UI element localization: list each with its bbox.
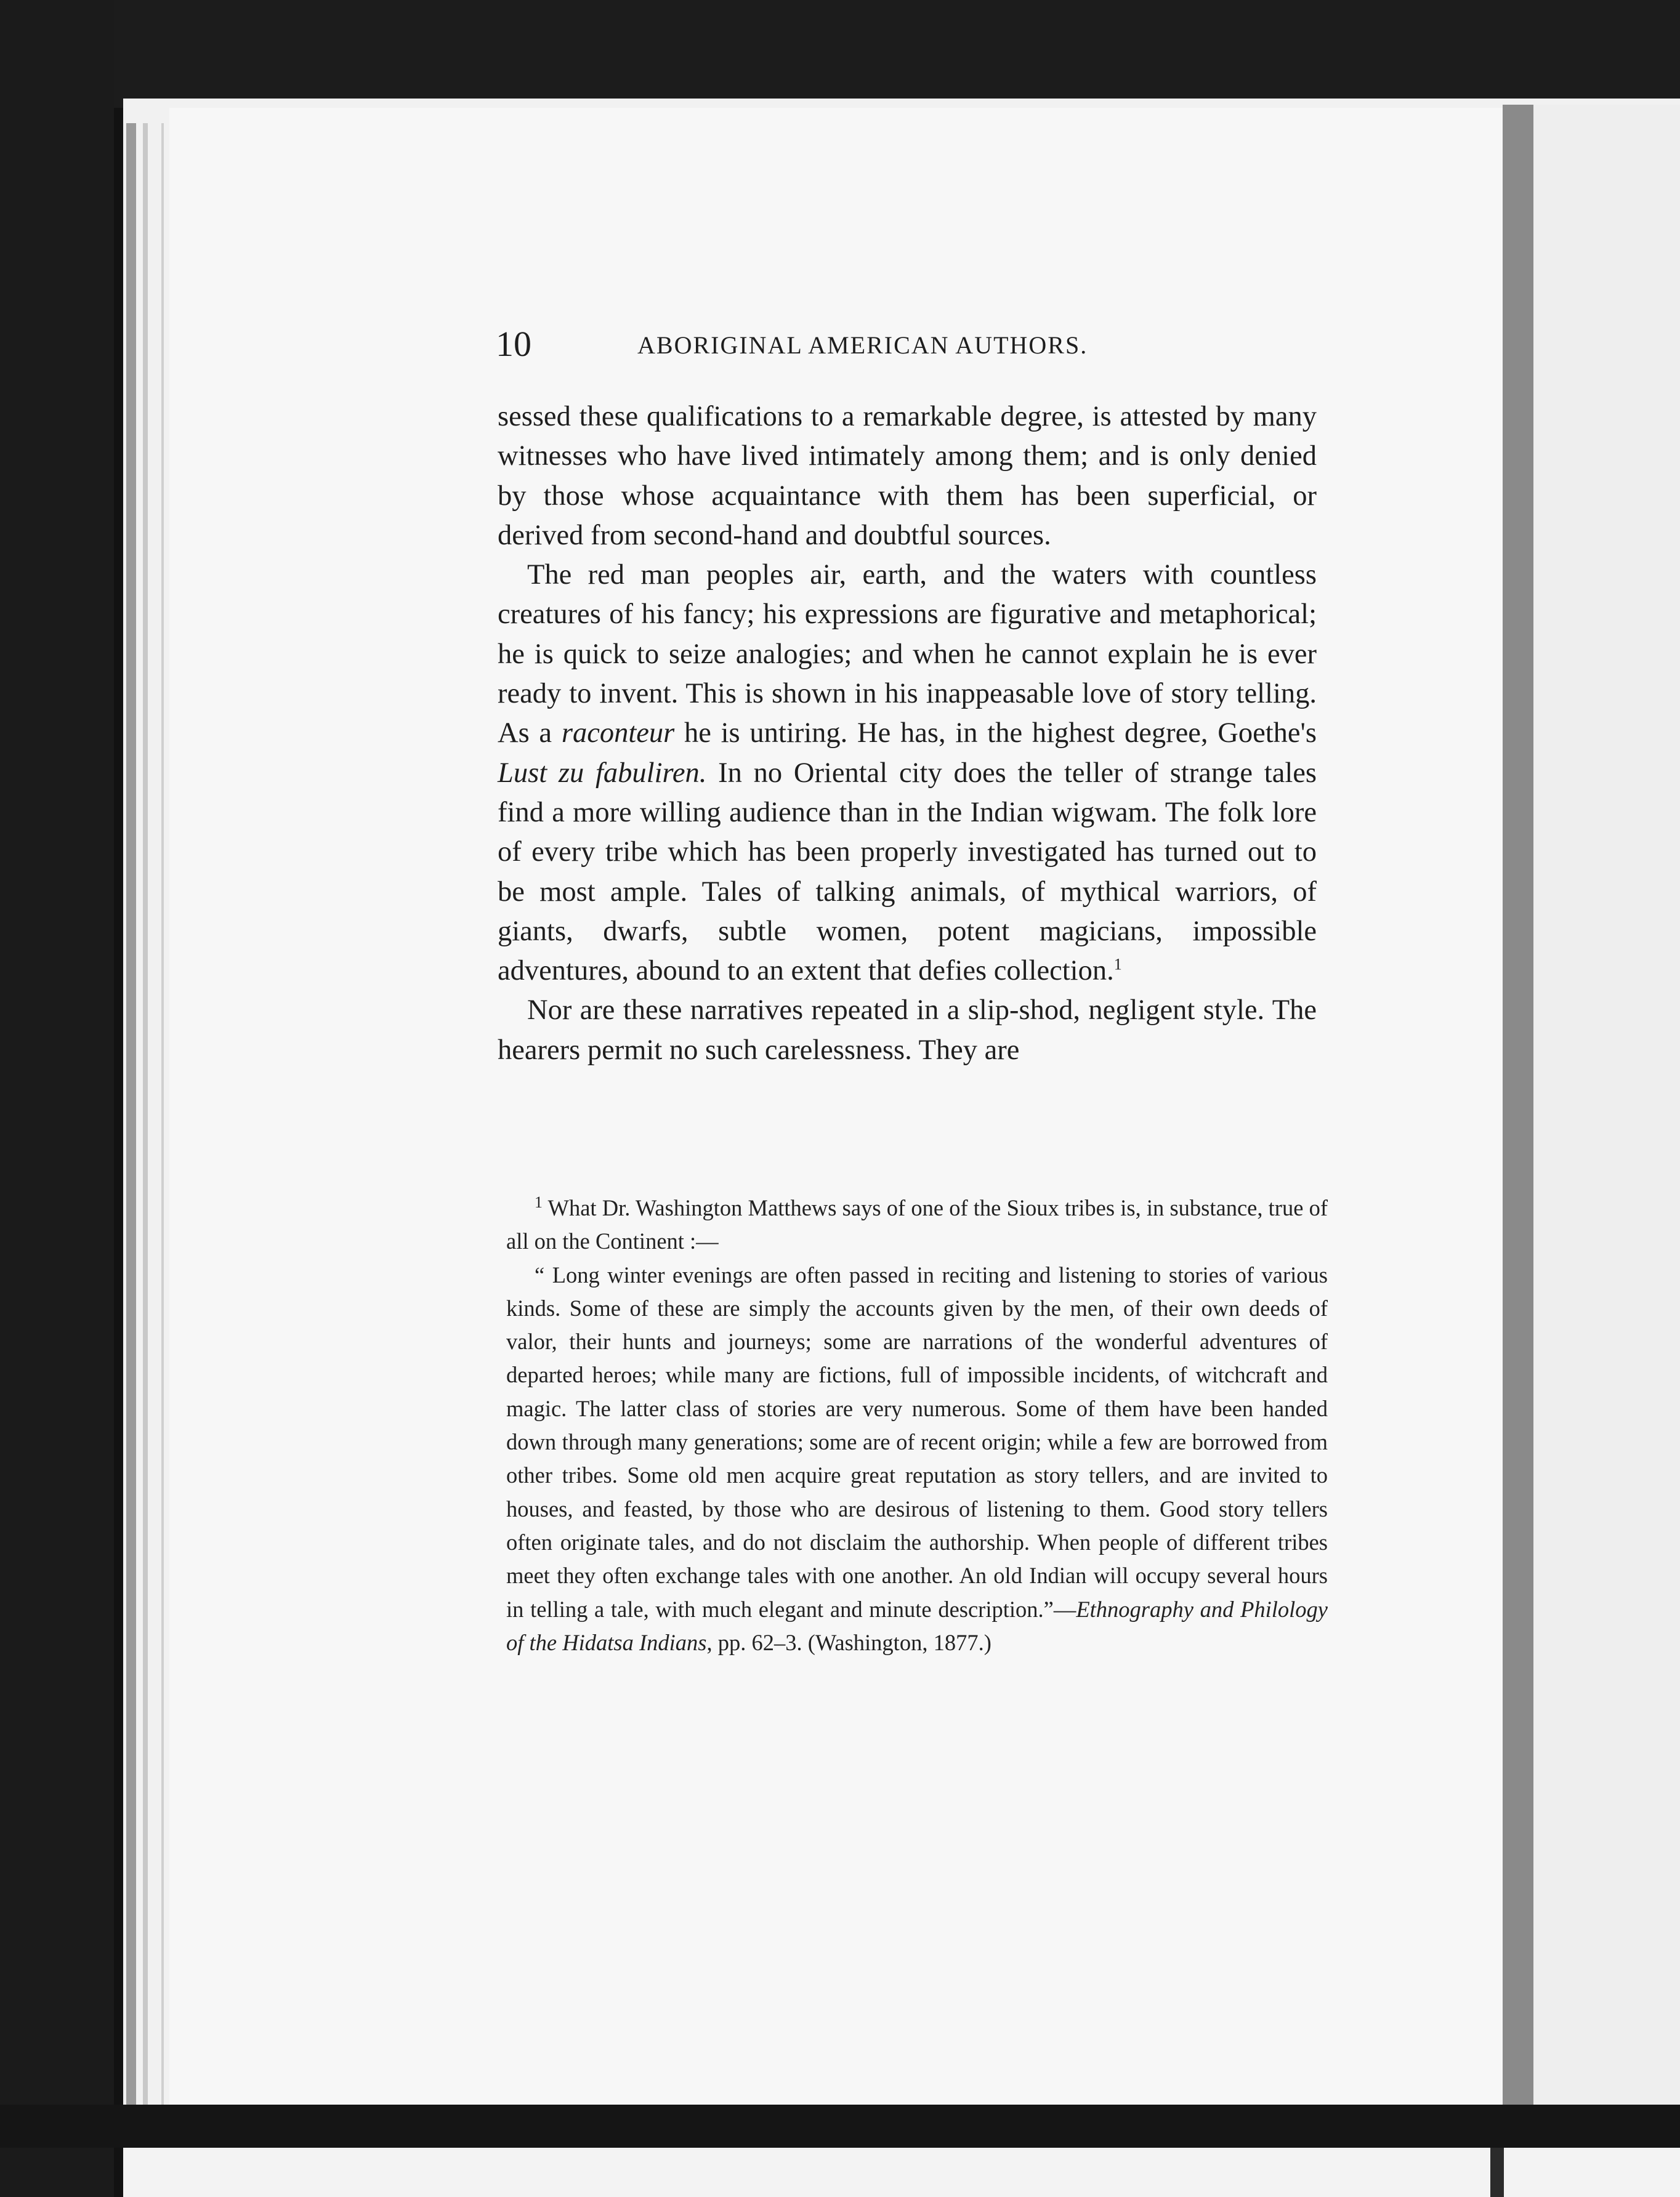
body-text	[498, 397, 1317, 1070]
footnote-marker: 1	[535, 1193, 543, 1211]
book-gutter	[1503, 105, 1533, 2106]
page-edge-line	[143, 123, 148, 2106]
page-edge-line	[126, 123, 136, 2106]
footnote-source-details: , pp. 62–3. (Washington, 1877.)	[706, 1629, 991, 1655]
next-frame-gutter	[1490, 2148, 1504, 2197]
lust-zu-fabuliren-term: Lust zu fabuliren.	[498, 757, 707, 789]
left-shadow	[0, 0, 114, 2197]
raconteur-term: raconteur	[561, 717, 675, 749]
footnote-reference: 1	[1113, 955, 1122, 974]
top-shadow	[0, 0, 1680, 108]
paragraph-2-text: In no Oriental city does the teller of strange tales find a more willing audience than in the Indian wigwam. The folk lore of every tribe which has been properly investigated has turned out to be most ample. Tales of talking animals, of mythical warriors, of giants, dwarfs, subtle women, potent magicians, impossible adventures, abound to an extent that defies collection.	[498, 757, 1317, 987]
bottom-shadow	[0, 2105, 1680, 2148]
paragraph-2-text: he is untiring. He has, in the highest degree, Goethe's	[674, 717, 1317, 749]
paragraph-3: Nor are these narratives repeated in a slip-shod, negligent style. The hearers permit no such carelessness. They are	[498, 994, 1317, 1066]
paragraph-2	[498, 555, 1317, 991]
footnote-quote-text: “ Long winter evenings are often passed in reciting and listening to stories of various kinds. Some of these are simply the accounts given by the men, of their own deeds of valor, their hunts and journeys; some are narrations of the wonderful adventures of departed heroes; while many are fictions, full of impossible incidents, of witchcraft and magic. The latter class of stories are very numerous. Some of them have been handed down through many generations; some are of recent origin; while a few are borrowed from other tribes. Some old men acquire great reputation as story tellers, and are invited to houses, and feasted, by those who are desirous of listening to them. Good story tellers often originate tales, and do not disclaim the authorship. When people of different tribes meet they often exchange tales with one another. An old Indian will occupy several hours in telling a tale, with much elegant and minute description.”—	[506, 1262, 1328, 1622]
next-frame-page	[123, 2148, 1680, 2197]
running-title: ABORIGINAL AMERICAN AUTHORS.	[637, 331, 1088, 359]
footnote-source-title: Ethnography and Philology of the Hidatsa Indians	[506, 1596, 1328, 1655]
footnote-intro-text: What Dr. Washington Matthews says of one of the Sioux tribes is, in substance, true of all on the Continent :—	[506, 1195, 1328, 1254]
footnote-intro	[506, 1191, 1328, 1259]
page-edge-line	[161, 123, 164, 2106]
page-header	[496, 323, 1173, 366]
footnote-quote	[506, 1259, 1328, 1660]
paragraph-1: sessed these qualifications to a remarkable degree, is attested by many witnesses who have lived intimately among them; and is only denied by those whose acquaintance with them has been superficial, or derived from second-hand and doubtful sources.	[498, 401, 1317, 551]
footnote	[506, 1191, 1328, 1659]
page-number: 10	[496, 324, 531, 364]
paragraph-2-text: The red man peoples air, earth, and the waters with countless creatures of his fancy; his expressions are figurative and metaphorical; he is quick to seize analogies; and when he cannot explain he is ever ready to invent. This is shown in his inappeasable love of story telling. As a	[498, 559, 1317, 749]
facing-page	[1533, 105, 1680, 2106]
